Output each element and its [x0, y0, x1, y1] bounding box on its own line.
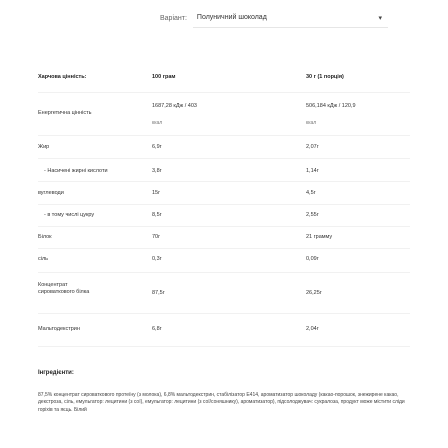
- row-value-serving: 21 грамму: [306, 234, 333, 240]
- chevron-down-icon: ▾: [378, 14, 382, 22]
- divider: [38, 346, 410, 347]
- row-label: сіль: [38, 256, 49, 262]
- variant-dropdown[interactable]: [193, 9, 388, 28]
- row-value-serving: 4,5г: [306, 190, 316, 196]
- row-value-100g: 8,5г: [152, 212, 162, 218]
- row-value-serving: 506,184 кДж / 120,9: [306, 103, 356, 109]
- row-value-100g: 6,9г: [152, 144, 162, 150]
- divider: [38, 135, 410, 136]
- col-header-serving: 30 г (1 порція): [306, 74, 344, 80]
- row-label: Білок: [38, 234, 52, 240]
- row-value-100g: 6,8г: [152, 326, 162, 332]
- row-value-serving-unit: ккал: [306, 120, 317, 126]
- row-value-100g: 1687,28 кДж / 403: [152, 103, 197, 109]
- variant-value: Полуничний шоколад: [196, 14, 267, 21]
- divider: [38, 204, 410, 205]
- row-value-100g: 3,8г: [152, 168, 162, 174]
- row-value-serving: 1,14г: [306, 168, 319, 174]
- row-label: - в тому числі цукру: [44, 212, 95, 218]
- row-label: Жир: [38, 144, 50, 150]
- divider: [38, 158, 410, 159]
- row-label: вуглеводи: [38, 190, 64, 196]
- row-value-100g-unit: ккал: [152, 120, 163, 126]
- row-label: - Насичені жирні кислоти: [44, 168, 108, 174]
- divider: [38, 226, 410, 227]
- divider: [38, 272, 410, 273]
- variant-selector: [160, 8, 388, 28]
- ingredients-text: 87,5% концентрат сироваткового протеїну (з молока), 6,8% мальтодекстрин, стабілізатор Е414, ароматизатор шоколаду (какао-порошок, знежирене какао, декстроза, сіль, емульгатор: лецитини (з сої), емульгатор: лецитини (з сої/соняшнику), ароматизатор), підсолоджувач: сукралоза, продукт може містити сліди горіхів та яєць. Білий: [38, 392, 405, 413]
- row-value-serving: 2,04г: [306, 326, 319, 332]
- row-value-100g: 15г: [152, 190, 161, 196]
- row-value-100g: 0,3г: [152, 256, 162, 262]
- row-label: Енергетична цінність: [38, 110, 92, 116]
- divider: [38, 313, 410, 314]
- row-value-100g: 87,5г: [152, 290, 165, 296]
- divider: [38, 248, 410, 249]
- row-value-serving: 2,55г: [306, 212, 319, 218]
- nutrition-header-label: Харчова цінність:: [38, 74, 87, 80]
- row-value-100g: 70г: [152, 234, 161, 240]
- ingredients-title: Інгредієнти:: [38, 370, 74, 376]
- row-label: Концентрат сироваткового білка: [38, 282, 90, 295]
- divider: [38, 181, 410, 182]
- row-value-serving: 2,07г: [306, 144, 319, 150]
- row-label: Мальтодекстрин: [38, 326, 80, 332]
- divider: [38, 92, 410, 93]
- row-value-serving: 26,25г: [306, 290, 322, 296]
- variant-label: Варіант:: [160, 14, 187, 22]
- row-value-serving: 0,09г: [306, 256, 319, 262]
- col-header-100g: 100 грам: [152, 74, 176, 80]
